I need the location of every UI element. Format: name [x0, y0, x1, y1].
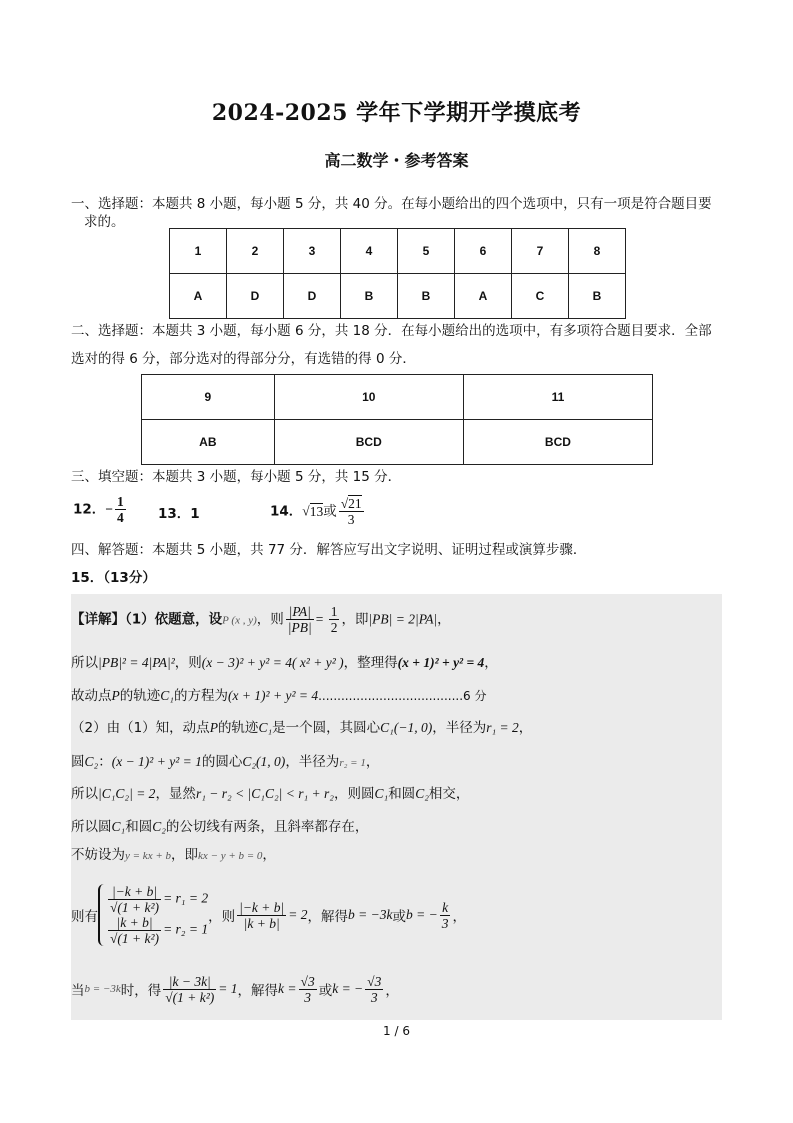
- solution-line-8: 不妨设为y = kx + b，即kx − y + b = 0，: [71, 847, 276, 863]
- solution-line-9: 则有 $\frac{|-k + b|}{\text{√(1 + k²)}}$ = r₁ = 2 $\frac{|k + b|}{\text{√(1 + k²)}}$ = r₂ = 1 ，则 $\frac{|-k + b|}{|k + b|}$ = 2 ，解得 b = −3k 或 b = − $\frac{k}{3}$ ，: [71, 884, 466, 946]
- table-cell: 6: [455, 229, 512, 274]
- table-cell: 9: [142, 375, 275, 420]
- section4-intro: 四、解答题：本题共 5 小题，共 77 分．解答应写出文字说明、证明过程或演算步骤．: [71, 542, 587, 558]
- q12-fraction: $\frac{1}{4}$: [117, 494, 124, 525]
- table-cell: BCD: [274, 420, 463, 465]
- section2-intro-line2: 选对的得 6 分，部分选对的得部分分，有选错的得 0 分．: [71, 351, 416, 367]
- table-cell: 2: [227, 229, 284, 274]
- solution-line-6: 所以|C₁C₂| = 2，显然r₁ − r₂ < |C₁C₂| < r₁ + r₂，则圆C₁和圆C₂相交，: [71, 786, 470, 802]
- table-row: [142, 375, 653, 420]
- equation-system: $\frac{|-k + b|}{\text{√(1 + k²)}}$ = r₁ = 2 $\frac{|k + b|}{\text{√(1 + k²)}}$ = r₂ = 1: [98, 884, 208, 946]
- table-cell: 3: [284, 229, 341, 274]
- table-cell: D: [227, 274, 284, 319]
- table-cell: BCD: [463, 420, 652, 465]
- solution-line-3: 故动点P的轨迹C₁的方程为(x + 1)² + y² = 4......................................6 分: [71, 688, 487, 704]
- table-cell: B: [341, 274, 398, 319]
- q14-answer: 14．√13或 $\frac{√21}{3}$: [270, 496, 362, 527]
- q12-label: 12．: [73, 501, 106, 518]
- table-cell: D: [284, 274, 341, 319]
- table-row: [142, 420, 653, 465]
- table-cell: A: [170, 274, 227, 319]
- fill-in-answers: 12．− $\frac{1}{4}$: [73, 494, 124, 525]
- section1-intro-line1: 一、选择题：本题共 8 小题，每小题 5 分，共 40 分。在每小题给出的四个选项中，只有一项是符合题目要: [71, 196, 712, 212]
- solution-line-7: 所以圆C₁和圆C₂的公切线有两条，且斜率都存在，: [71, 819, 369, 835]
- q14-fraction: $\frac{√21}{3}$: [340, 496, 362, 527]
- solution-line-5: 圆C₂：(x − 1)² + y² = 1的圆心C₂(1, 0)，半径为r₂ = 1，: [71, 754, 380, 770]
- section2-intro-line1: 二、选择题：本题共 3 小题，每小题 6 分，共 18 分．在每小题给出的选项中，有多项符合题目要求．全部: [71, 323, 712, 339]
- table-cell: B: [569, 274, 626, 319]
- page-number: 1 / 6: [383, 1024, 410, 1038]
- q13-answer: 13．1: [158, 506, 200, 522]
- q15-heading: 15．（13分）: [71, 570, 156, 586]
- choice-answer-table: [169, 228, 626, 319]
- page-title: 2024-2025 学年下学期开学摸底考: [211, 100, 582, 126]
- table-cell: 4: [341, 229, 398, 274]
- section3-intro: 三、填空题：本题共 3 小题，每小题 5 分，共 15 分．: [71, 469, 402, 485]
- q14-sqrt13: √13: [302, 503, 324, 519]
- table-cell: 8: [569, 229, 626, 274]
- table-cell: B: [398, 274, 455, 319]
- table-cell: 5: [398, 229, 455, 274]
- table-cell: A: [455, 274, 512, 319]
- table-cell: 10: [274, 375, 463, 420]
- table-row: [170, 229, 626, 274]
- table-cell: 1: [170, 229, 227, 274]
- table-row: [170, 274, 626, 319]
- solution-line-4: （2）由（1）知，动点P的轨迹C₁是一个圆，其圆心C₁(−1, 0)，半径为r₁ = 2，: [71, 720, 533, 736]
- solution-line-2: 所以|PB|² = 4|PA|²，则(x − 3)² + y² = 4( x² + y² )，整理得(x + 1)² + y² = 4，: [71, 655, 498, 671]
- section1-intro-line2: 求的。: [84, 214, 125, 230]
- table-cell: 11: [463, 375, 652, 420]
- multi-choice-answer-table: [141, 374, 653, 465]
- solution-line-1: 【详解】（1）依题意，设P (x , y)，则 $\frac{|PA|}{|PB|}$ = $\frac{1}{2}$ ，即|PB| = 2|PA|，: [71, 604, 451, 635]
- table-cell: AB: [142, 420, 275, 465]
- page-subtitle: 高二数学・参考答案: [324, 151, 469, 170]
- table-cell: 7: [512, 229, 569, 274]
- solution-line-10: 当 b = −3k 时，得 $\frac{|k - 3k|}{\text{√(1 + k²)}}$ = 1 ，解得 k = $\frac{√3}{3}$ 或 k = − $\frac{√3}{3}$ ，: [71, 973, 399, 1005]
- table-cell: C: [512, 274, 569, 319]
